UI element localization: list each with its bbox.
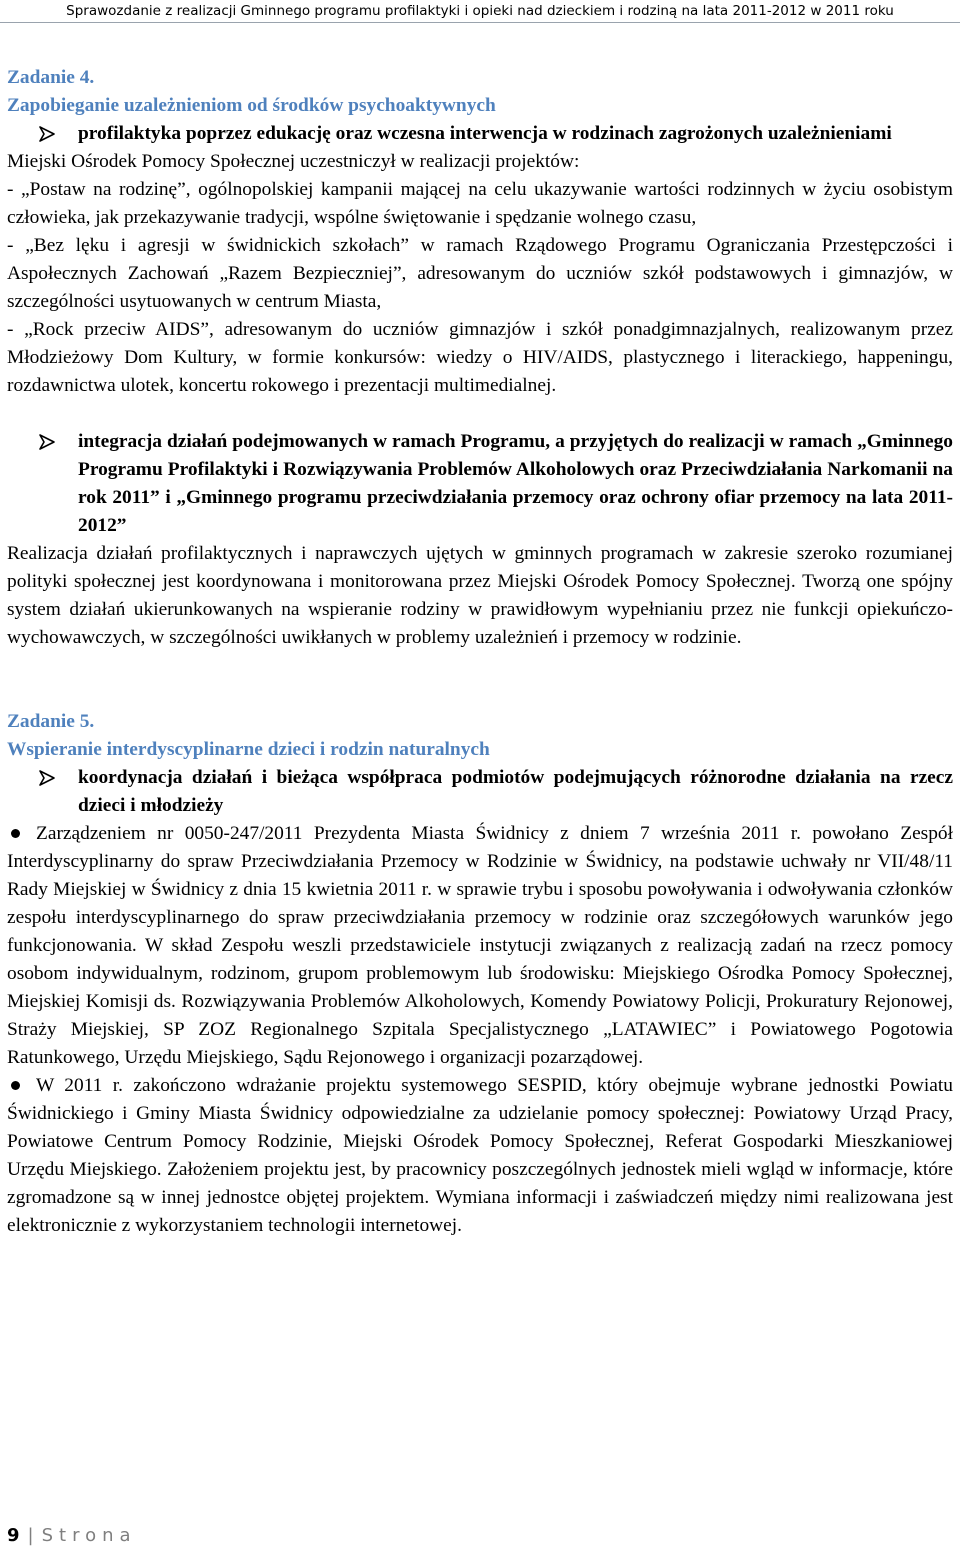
arrow-bullet-icon xyxy=(38,428,56,456)
task-4-bullet-1-text: profilaktyka poprzez edukację oraz wczesna interwencja w rodzinach zagrożonych uzależnieniami xyxy=(78,123,892,144)
document-body xyxy=(7,64,953,1240)
arrow-bullet-icon xyxy=(38,120,56,148)
task-4-bullet-1 xyxy=(7,120,953,148)
task-5-dot-item-1 xyxy=(7,820,953,1072)
task-5-dot-item-2 xyxy=(7,1072,953,1240)
spacer xyxy=(7,652,953,708)
task-5-title: Wspieranie interdyscyplinarne dzieci i rodzin naturalnych xyxy=(7,739,490,760)
page-number: 9 xyxy=(7,1525,20,1546)
arrow-bullet-icon xyxy=(38,764,56,792)
bullet-dot-icon xyxy=(11,829,20,838)
task-5-bullet-1-text: koordynacja działań i bieżąca współpraca podmiotów podejmujących różnorodne działania na rzecz dzieci i młodzieży xyxy=(78,767,953,816)
task-4-item-3: - „Rock przeciw AIDS”, adresowanym do uczniów gimnazjów i szkół ponadgimnazjalnych, realizowanym przez Młodzieżowy Dom Kultury, w formie konkursów: wiedzy o HIV/AIDS, plastycznego i literackiego, happeningu, rozdawnictwa ulotek, koncertu rokowego i prezentacji multimedialnej. xyxy=(7,319,953,396)
page-footer xyxy=(7,1521,137,1551)
task-5-dot-item-2-text: W 2011 r. zakończono wdrażanie projektu systemowego SESPID, który obejmuje wybrane jednostki Powiatu Świdnickiego i Gminy Miasta Świdnicy odpowiedzialne za udzielanie pomocy społecznej: Powiatowy Urząd Pracy, Powiatowe Centrum Pomocy Rodzinie, Miejski Ośrodek Pomocy Społecznej, Referat Gospodarki Mieszkaniowej Urzędu Miejskiego. Założeniem projektu jest, by pracownicy poszczególnych jednostek mieli wgląd w informacje, które zgromadzone są w innej jednostce objętej projektem. Wymiana informacji i zaświadczeń między nimi realizowana jest elektronicznie z wykorzystaniem technologii internetowej. xyxy=(7,1075,953,1236)
bullet-dot-icon xyxy=(11,1081,20,1090)
task-4-title: Zapobieganie uzależnieniom od środków psychoaktywnych xyxy=(7,95,496,116)
footer-separator: | xyxy=(27,1525,34,1546)
task-4-bullet-2 xyxy=(7,428,953,540)
task-4-item-1: - „Postaw na rodzinę”, ogólnopolskiej kampanii mającej na celu ukazywanie wartości rodzinnych w życiu osobistym człowieka, jak przekazywanie tradycji, wspólne świętowanie i spędzanie wolnego czasu, xyxy=(7,179,953,228)
task-5-bullet-1 xyxy=(7,764,953,820)
task-4-paragraph: Realizacja działań profilaktycznych i naprawczych ujętych w gminnych programach w zakresie szeroko rozumianej polityki społecznej jest koordynowana i monitorowana przez Miejski Ośrodek Pomocy Społecznej. Tworzą one spójny system działań ukierunkowanych na wspieranie rodziny w prawidłowym wypełnianiu przez nie funkcji opiekuńczo-wychowawczych, w szczególności uwikłanych w problemy uzależnień i przemocy w rodzinie. xyxy=(7,543,953,648)
task-5-dot-item-1-text: Zarządzeniem nr 0050-247/2011 Prezydenta Miasta Świdnicy z dniem 7 września 2011 r. powołano Zespół Interdyscyplinarny do spraw Przeciwdziałania Przemocy w Rodzinie w Świdnicy, na podstawie uchwały nr VII/48/11 Rady Miejskiej w Świdnicy z dnia 15 kwietnia 2011 r. w sprawie trybu i sposobu powoływania i odwoływania członków zespołu interdyscyplinarnego do spraw przeciwdziałania przemocy w rodzinie oraz szczegółowych warunków jego funkcjonowania. W skład Zespołu weszli przedstawiciele instytucji związanych z realizacją zadań na rzecz pomocy osobom indywidualnym, rodzinom, grupom problemowym lub środowisku: Miejskiego Ośrodka Pomocy Społecznej, Miejskiej Komisji ds. Rozwiązywania Problemów Alkoholowych, Komendy Powiatowy Policji, Prokuratury Rejonowej, Straży Miejskiej, SP ZOZ Regionalnego Szpitala Specjalistycznego „LATAWIEC” i Powiatowego Pogotowia Ratunkowego, Urzędu Miejskiego, Sądu Rejonowego i organizacji pozarządowej. xyxy=(7,823,953,1068)
task-4-intro: Miejski Ośrodek Pomocy Społecznej uczestniczył w realizacji projektów: xyxy=(7,151,580,172)
task-4-item-2: - „Bez lęku i agresji w świdnickich szkołach” w ramach Rządowego Programu Ograniczania Przestępczości i Aspołecznych Zachowań „Razem Bezpieczniej”, adresowanym do uczniów szkół podstawowych i gimnazjów, w szczególności usytuowanych w centrum Miasta, xyxy=(7,235,953,312)
page-word: Strona xyxy=(41,1525,137,1546)
task-5-label: Zadanie 5. xyxy=(7,711,95,732)
task-4-bullet-2-text: integracja działań podejmowanych w ramach Programu, a przyjętych do realizacji w ramach „Gminnego Programu Profilaktyki i Rozwiązywania Problemów Alkoholowych oraz Przeciwdziałania Narkomanii na rok 2011” i „Gminnego programu przeciwdziałania przemocy oraz ochrony ofiar przemocy na lata 2011-2012” xyxy=(78,431,953,536)
page-header: Sprawozdanie z realizacji Gminnego programu profilaktyki i opieki nad dzieckiem i rodziną na lata 2011-2012 w 2011 roku xyxy=(0,0,960,23)
task-4-label: Zadanie 4. xyxy=(7,67,95,88)
spacer xyxy=(7,400,953,428)
